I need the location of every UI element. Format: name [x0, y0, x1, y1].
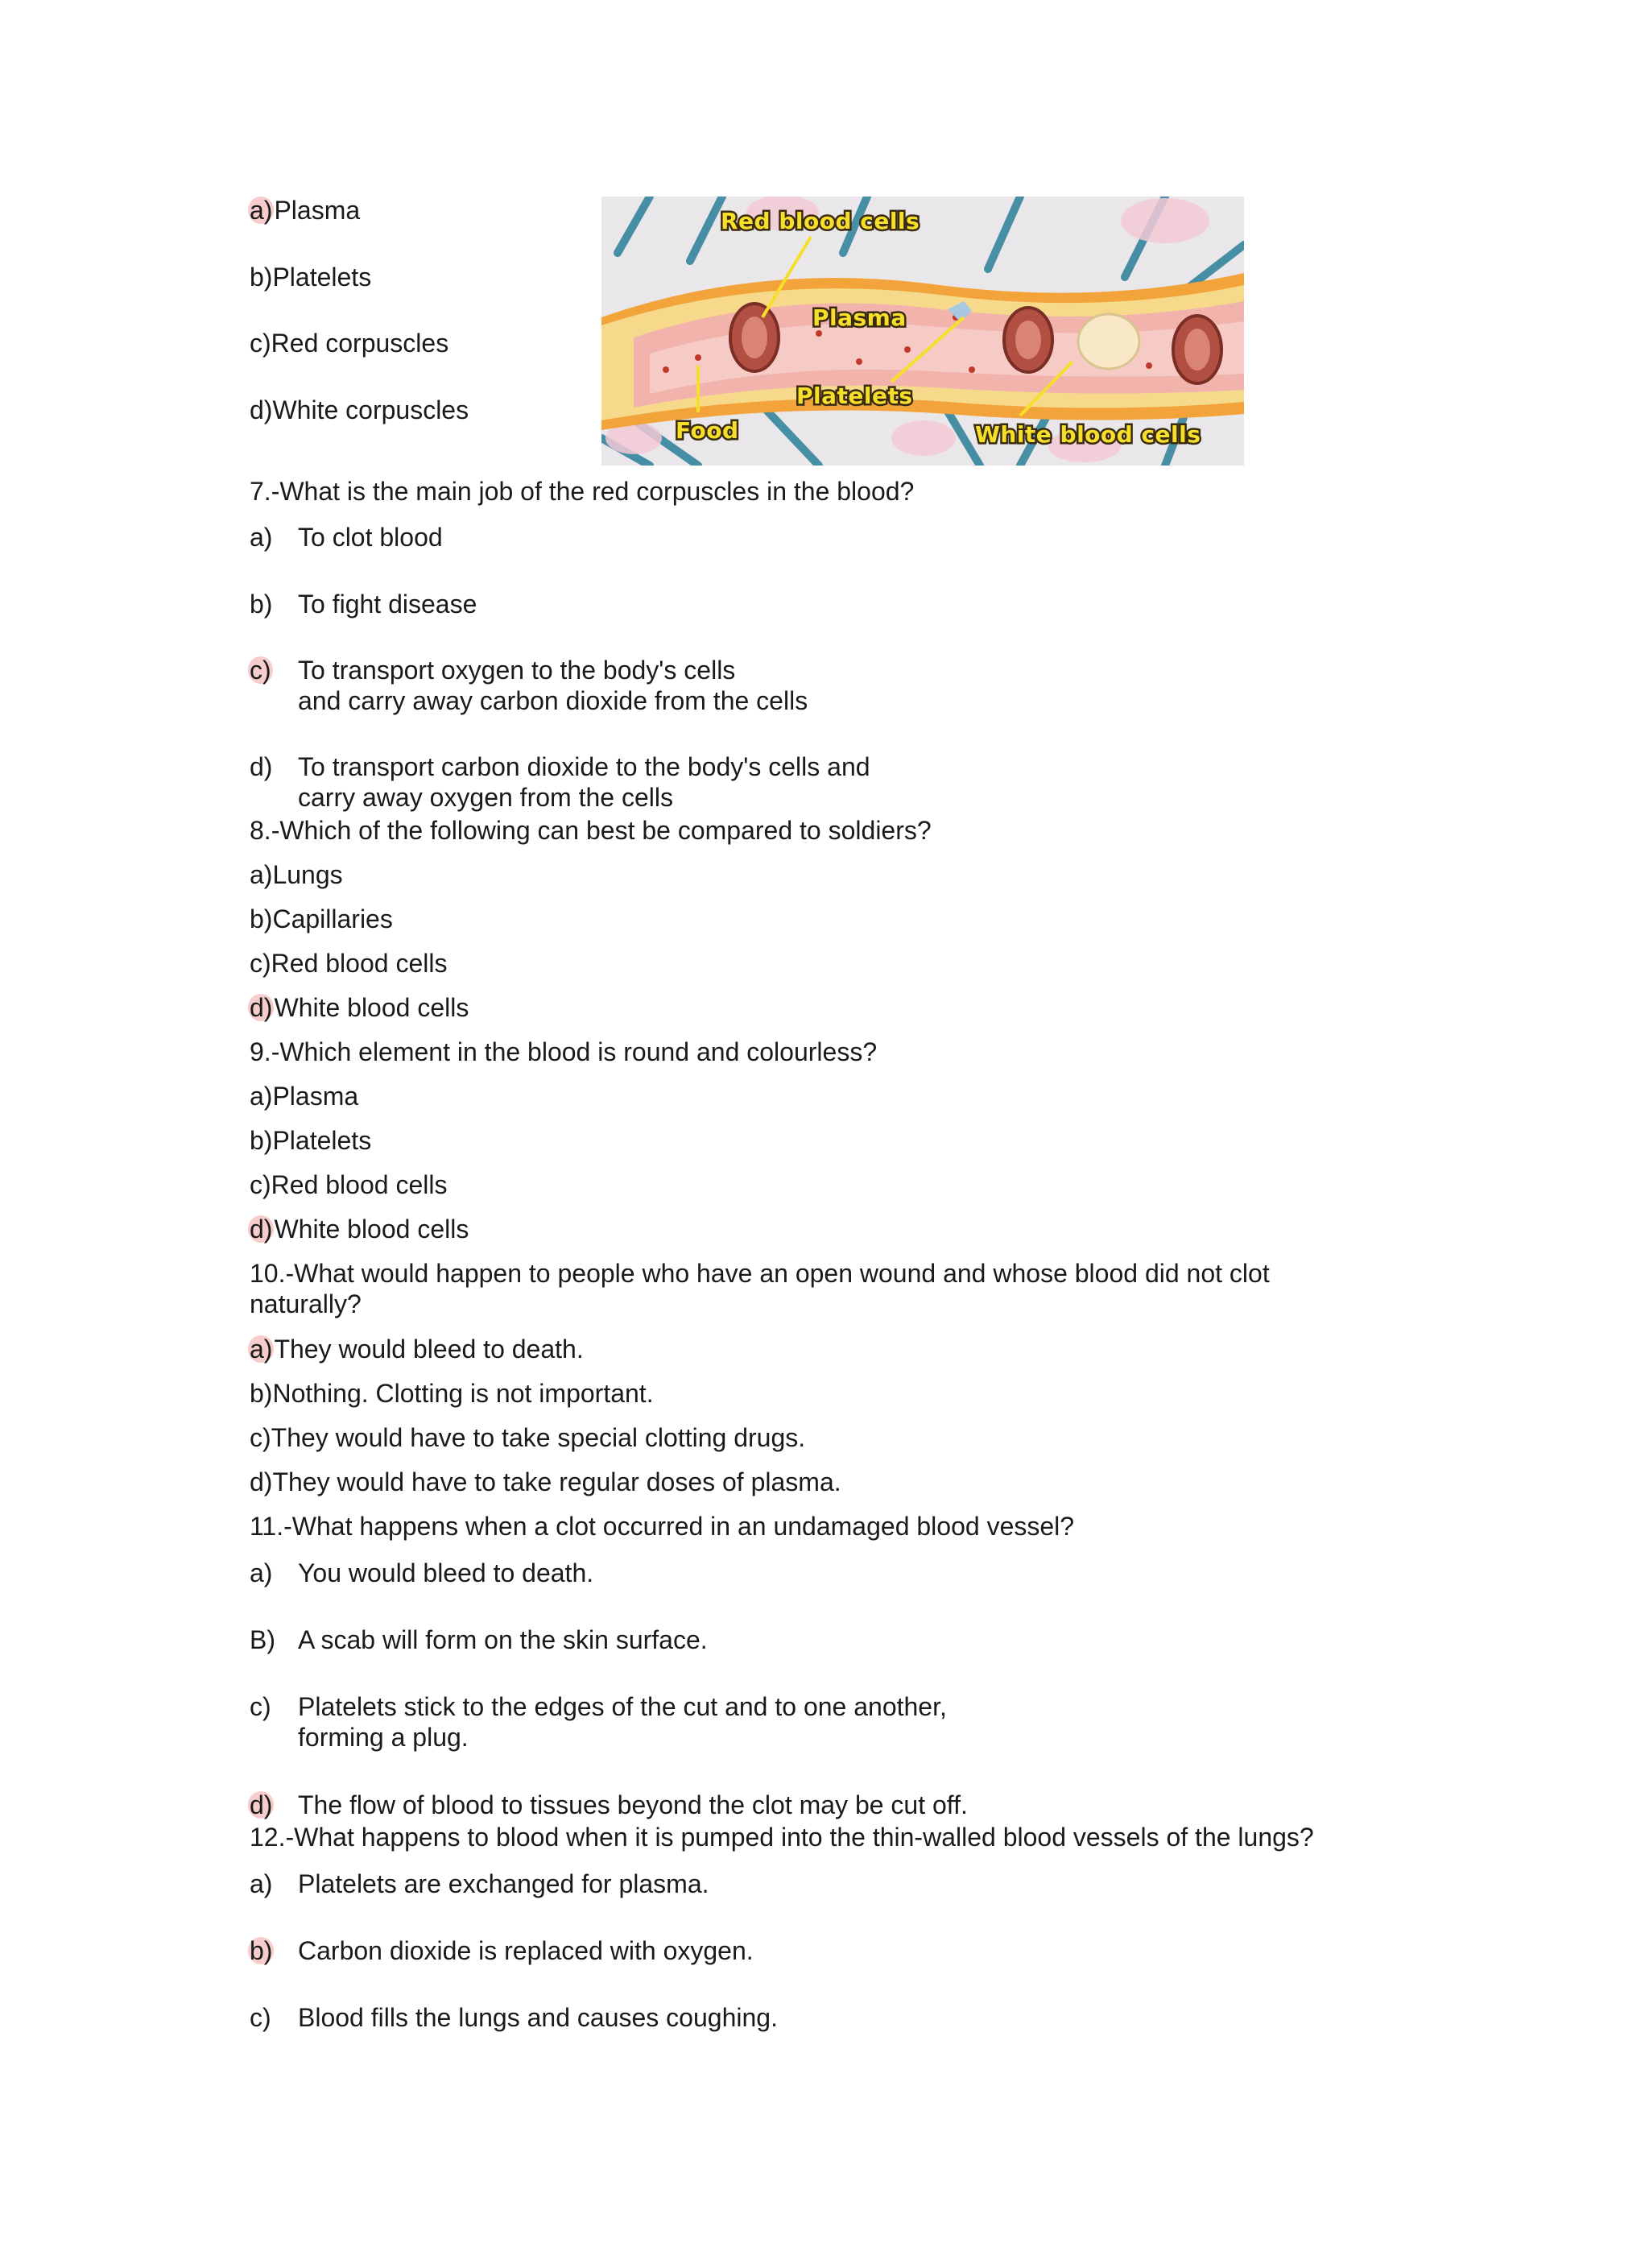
answer-mark: d) [250, 993, 273, 1022]
answer-mark: d) [250, 1790, 273, 1819]
q9-option-d: d)White blood cells [250, 1215, 469, 1244]
q10-question: 10.-What would happen to people who have an open wound and whose blood did not clot naturally? [250, 1259, 1270, 1318]
answer-mark: b) [250, 1936, 273, 1965]
label-plasma: Plasma [812, 304, 907, 331]
q9-option-b: b)Platelets [250, 1126, 372, 1155]
q8-option-c: c)Red blood cells [250, 949, 448, 978]
q11-question: 11.-What happens when a clot occurred in an undamaged blood vessel? [250, 1512, 1075, 1541]
q6-option-b: b)Platelets [250, 263, 372, 292]
label-white-blood-cells: White blood cells [975, 421, 1201, 448]
answer-mark: c) [250, 656, 271, 685]
q10-option-d: d)They would have to take regular doses of plasma. [250, 1467, 841, 1496]
q6-option-d: d)White corpuscles [250, 395, 469, 424]
q12-question: 12.-What happens to blood when it is pumped into the thin-walled blood vessels of the lungs? [250, 1823, 1314, 1852]
q8-question: 8.-Which of the following can best be compared to soldiers? [250, 816, 932, 845]
label-red-blood-cells: Red blood cells [721, 208, 920, 234]
answer-mark: a) [250, 196, 273, 225]
q6-option-c: c)Red corpuscles [250, 329, 449, 358]
label-platelets: Platelets [796, 383, 913, 409]
q10-option-c: c)They would have to take special clotting drugs. [250, 1423, 806, 1452]
q10-option-a: a)They would bleed to death. [250, 1335, 584, 1364]
q8-option-d: d)White blood cells [250, 993, 469, 1022]
q7-question: 7.-What is the main job of the red corpuscles in the blood? [250, 477, 915, 506]
answer-mark: d) [250, 1215, 273, 1244]
worksheet-page: a)Plasma b)Platelets c)Red corpuscles d)White corpuscles Red blood cells Plasma Platelets Food White blood cells 7.-What is the main job of the red corpuscles in the blood? a) To clot blood b) To fight disease c) To transport oxygen to the body's cells and carry away carbon dioxide from the cells d) To transport carbon dioxide to the body's cells and carry away oxygen from the cells 8.-Which of the following can best be compared to soldiers? a)Lungs b)Capillaries c)Red blood cells d)White blood cells 9.-Which element in the blood is round and colourless? a)Plasma b)Platelets c)Red blood cells d)White blood cells 10.-What would happen to people who have an open wound and whose blood did not clot naturally? a)They would bleed to death. b)Nothing. Clotting is not important. c)They would have to take special clotting drugs. d)They would have to take regular doses of plasma. 11.-What happens when a clot occurred in an undamaged blood vessel? a) You would bleed to death. B) A scab will form on the skin surface. c) Platelets stick to the edges of the cut and to one another, forming a plug. d) The flow of blood to tissues beyond the clot may be cut off. 12.-What happens to blood when it is pumped into the thin-walled blood vessels of the lungs? a) Platelets are exchanged for plasma. b) Carbon dioxide is replaced with oxygen. c) Blood fills the lungs and causes coughing. [250, 196, 1314, 2032]
q9-option-a: a)Plasma [250, 1082, 359, 1111]
q8-option-b: b)Capillaries [250, 904, 393, 933]
blood-vessel-diagram [601, 197, 1244, 466]
blood-vessel-illustration [601, 197, 1244, 466]
q9-option-c: c)Red blood cells [250, 1170, 448, 1199]
q6-option-a: a)Plasma [250, 196, 361, 225]
answer-mark: a) [250, 1335, 273, 1364]
label-food: Food [676, 417, 739, 444]
q8-option-a: a)Lungs [250, 860, 343, 889]
q9-question: 9.-Which element in the blood is round and colourless? [250, 1037, 878, 1066]
q10-option-b: b)Nothing. Clotting is not important. [250, 1379, 654, 1408]
